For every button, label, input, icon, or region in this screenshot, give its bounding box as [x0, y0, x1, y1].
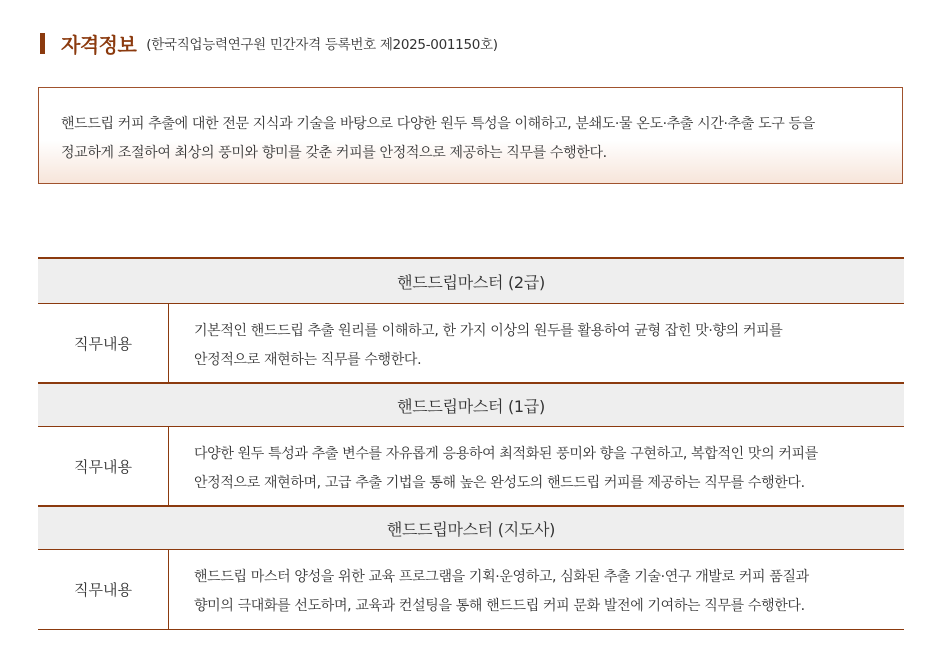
grade-section-2: [38, 259, 904, 384]
table-row: [38, 550, 904, 630]
registration-subtitle: (한국직업능력연구원 민간자격 등록번호 제2025-001150호): [146, 37, 498, 53]
title-accent-bar: [40, 33, 45, 54]
duty-line: 향미의 극대화를 선도하며, 교육과 컨설팅을 통해 핸드드립 커피 문화 발전에 기여하는 직무를 수행한다.: [194, 598, 805, 614]
duty-line: 안정적으로 재현하는 직무를 수행한다.: [194, 352, 422, 368]
row-label: 직무내용: [38, 427, 169, 505]
grade-section-instructor: [38, 507, 904, 630]
description-line: 정교하게 조절하여 최상의 풍미와 향미를 갖춘 커피를 안정적으로 제공하는 직무를 수행한다.: [61, 145, 607, 161]
section-header: [40, 29, 498, 57]
grade-table: [38, 257, 904, 630]
duty-line: 다양한 원두 특성과 추출 변수를 자유롭게 응용하여 최적화된 풍미와 향을 구현하고, 복합적인 맛의 커피를: [194, 446, 818, 462]
row-label: 직무내용: [38, 550, 169, 629]
duty-description: [169, 427, 904, 505]
grade-section-1: [38, 384, 904, 507]
grade-header: 핸드드립마스터 (2급): [38, 259, 904, 304]
grade-header: 핸드드립마스터 (지도사): [38, 507, 904, 550]
duty-description: [169, 304, 904, 382]
page-title: 자격정보: [61, 32, 137, 57]
qualification-description-box: [38, 87, 903, 184]
table-row: [38, 427, 904, 507]
description-line: 핸드드립 커피 추출에 대한 전문 지식과 기술을 바탕으로 다양한 원두 특성을 이해하고, 분쇄도·물 온도·추출 시간·추출 도구 등을: [61, 116, 815, 132]
table-row: [38, 304, 904, 384]
duty-line: 기본적인 핸드드립 추출 원리를 이해하고, 한 가지 이상의 원두를 활용하여 균형 잡힌 맛·향의 커피를: [194, 323, 783, 339]
grade-header: 핸드드립마스터 (1급): [38, 384, 904, 427]
duty-line: 안정적으로 재현하며, 고급 추출 기법을 통해 높은 완성도의 핸드드립 커피를 제공하는 직무를 수행한다.: [194, 475, 805, 491]
duty-line: 핸드드립 마스터 양성을 위한 교육 프로그램을 기획·운영하고, 심화된 추출 기술·연구 개발로 커피 품질과: [194, 569, 809, 585]
row-label: 직무내용: [38, 304, 169, 382]
duty-description: [169, 550, 904, 629]
qualification-description: [61, 110, 888, 168]
